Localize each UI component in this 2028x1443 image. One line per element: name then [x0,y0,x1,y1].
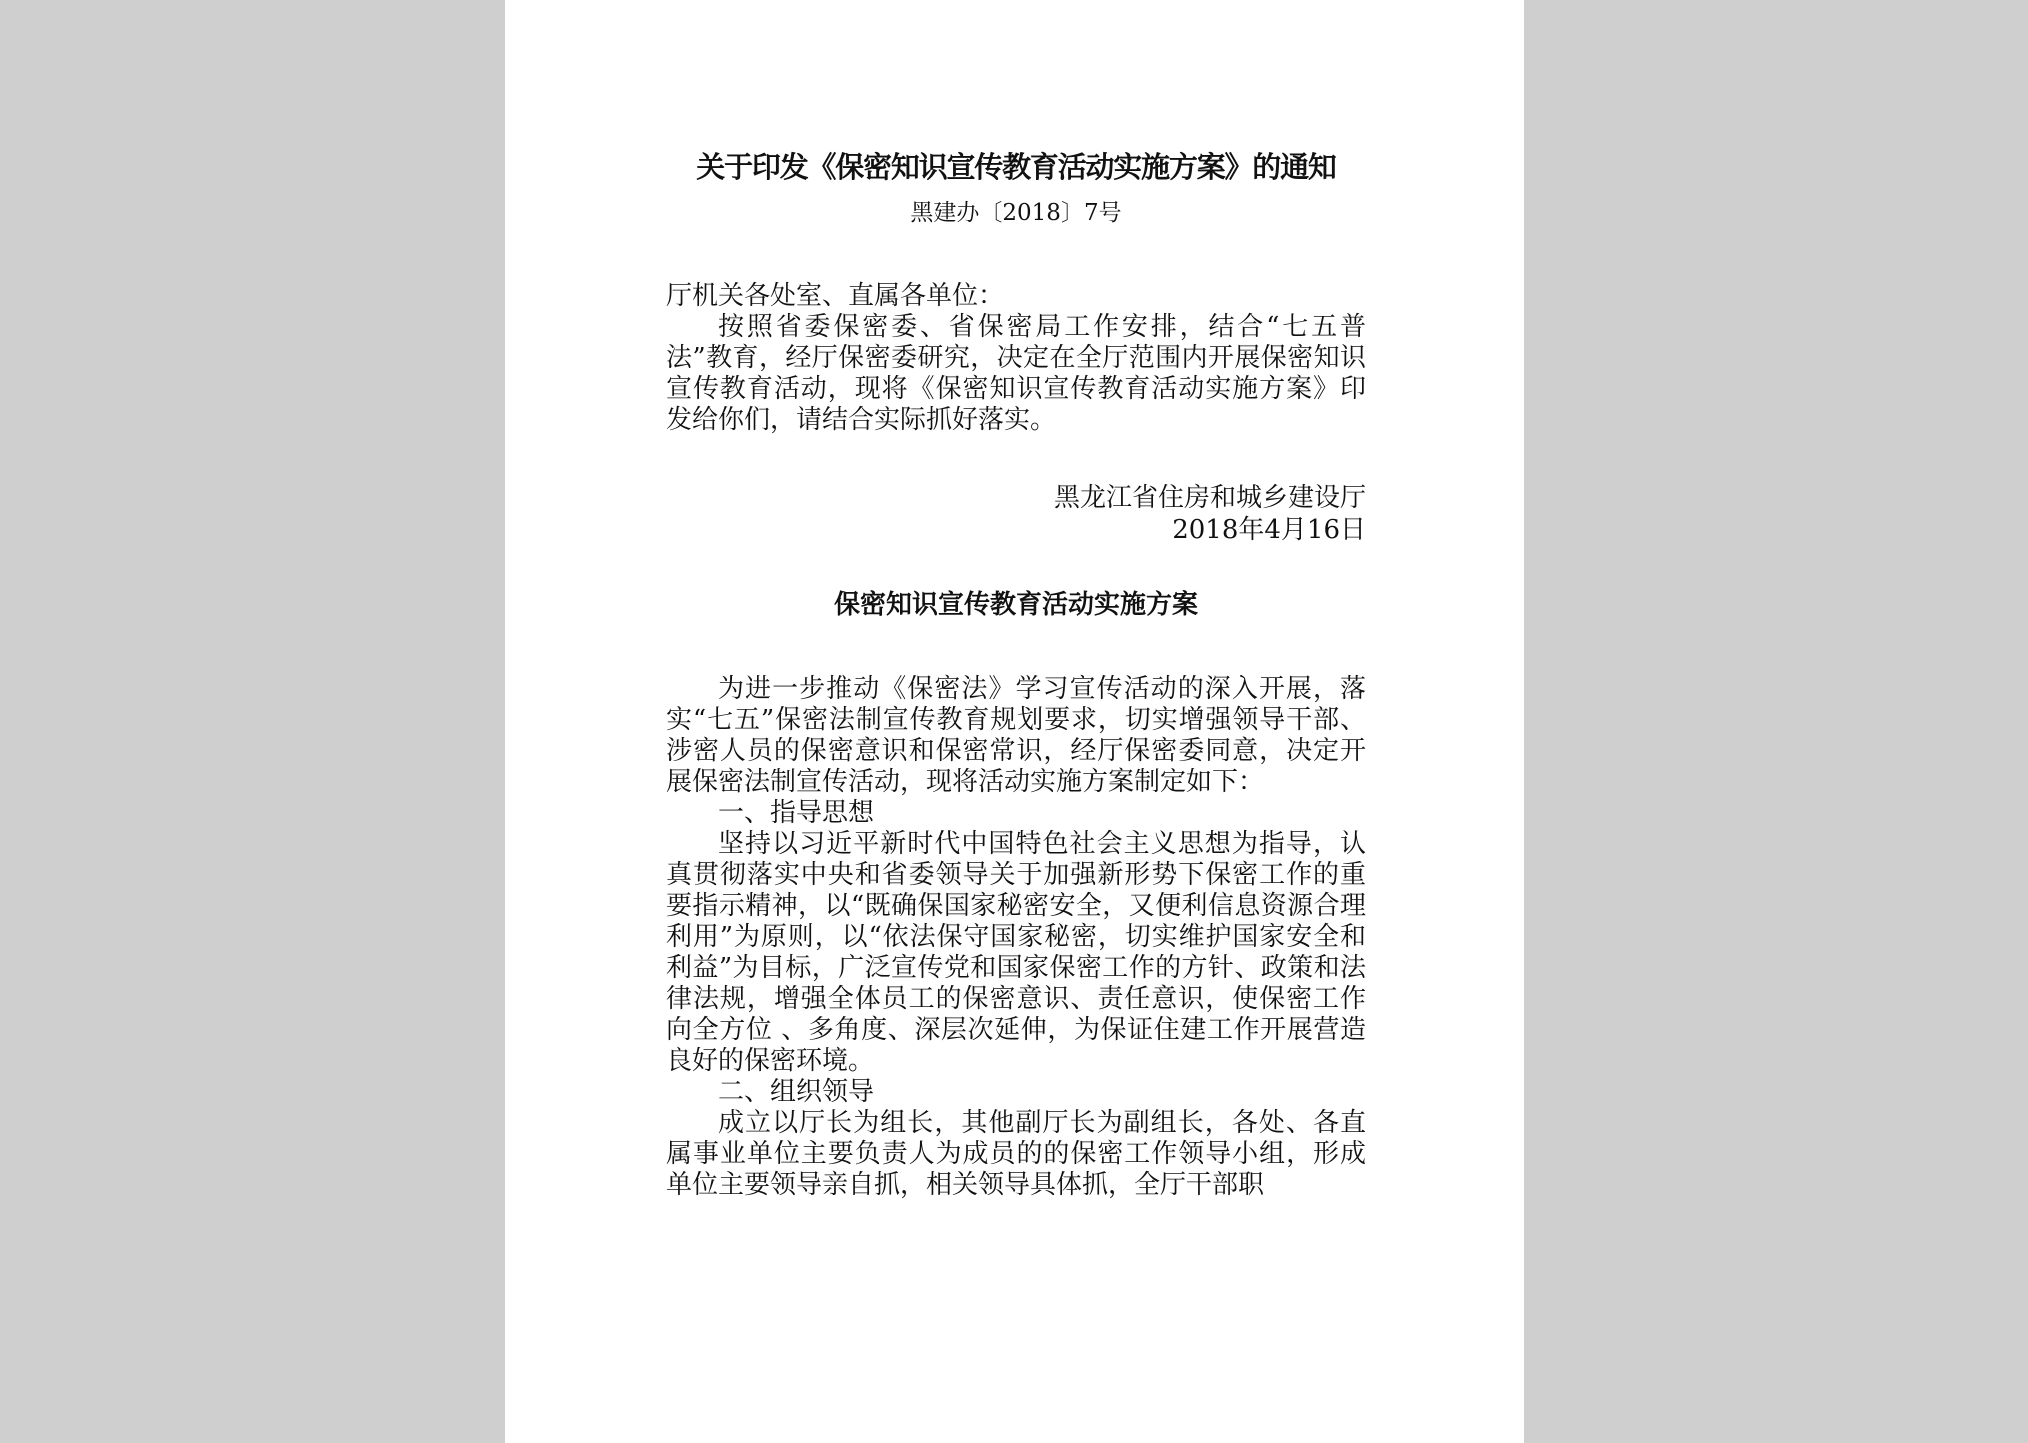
plan-body [666,674,1366,1201]
issue-date: 2018年4月16日 [1172,515,1366,545]
section-1-paragraph: 坚持以习近平新时代中国特色社会主义思想为指导，认真贯彻落实中央和省委领导关于加强新形势下保密工作的重要指示精神，以“既确保国家秘密安全，又便利信息资源合理利用”为原则，以“依法保守国家秘密，切实维护国家安全和利益”为目标，广泛宣传党和国家保密工作的方针、政策和法律法规，增强全体员工的保密意识、责任意识，使保密工作向全方位 、多角度、深层次延伸，为保证住建工作开展营造良好的保密环境。 [666,829,1366,1076]
section-1-heading: 一、指导思想 [718,798,875,828]
notice-title: 关于印发《保密知识宣传教育活动实施方案》的通知 [696,150,1336,184]
document-number: 黑建办〔2018〕7号 [910,200,1122,226]
plan-intro-paragraph: 为进一步推动《保密法》学习宣传活动的深入开展，落实“七五”保密法制宣传教育规划要求，切实增强领导干部、涉密人员的保密意识和保密常识，经厅保密委同意，决定开展保密法制宣传活动，现将活动实施方案制定如下： [666,674,1366,797]
plan-title: 保密知识宣传教育活动实施方案 [833,590,1198,620]
signature-block [666,482,1366,546]
section-2-paragraph: 成立以厅长为组长，其他副厅长为副组长，各处、各直属事业单位主要负责人为成员的的保密工作领导小组，形成单位主要领导亲自抓，相关领导具体抓，全厅干部职 [666,1108,1366,1200]
salutation: 厅机关各处室、直属各单位： [666,281,1005,311]
issuer: 黑龙江省住房和城乡建设厅 [1053,483,1366,513]
document-page [505,0,1524,1443]
section-2-heading: 二、组织领导 [718,1077,875,1107]
page-content [666,142,1366,1201]
intro-paragraph: 按照省委保密委、省保密局工作安排，结合“七五普法”教育，经厅保密委研究，决定在全厅范围内开展保密知识宣传教育活动，现将《保密知识宣传教育活动实施方案》印发给你们，请结合实际抓好落实。 [666,312,1366,435]
